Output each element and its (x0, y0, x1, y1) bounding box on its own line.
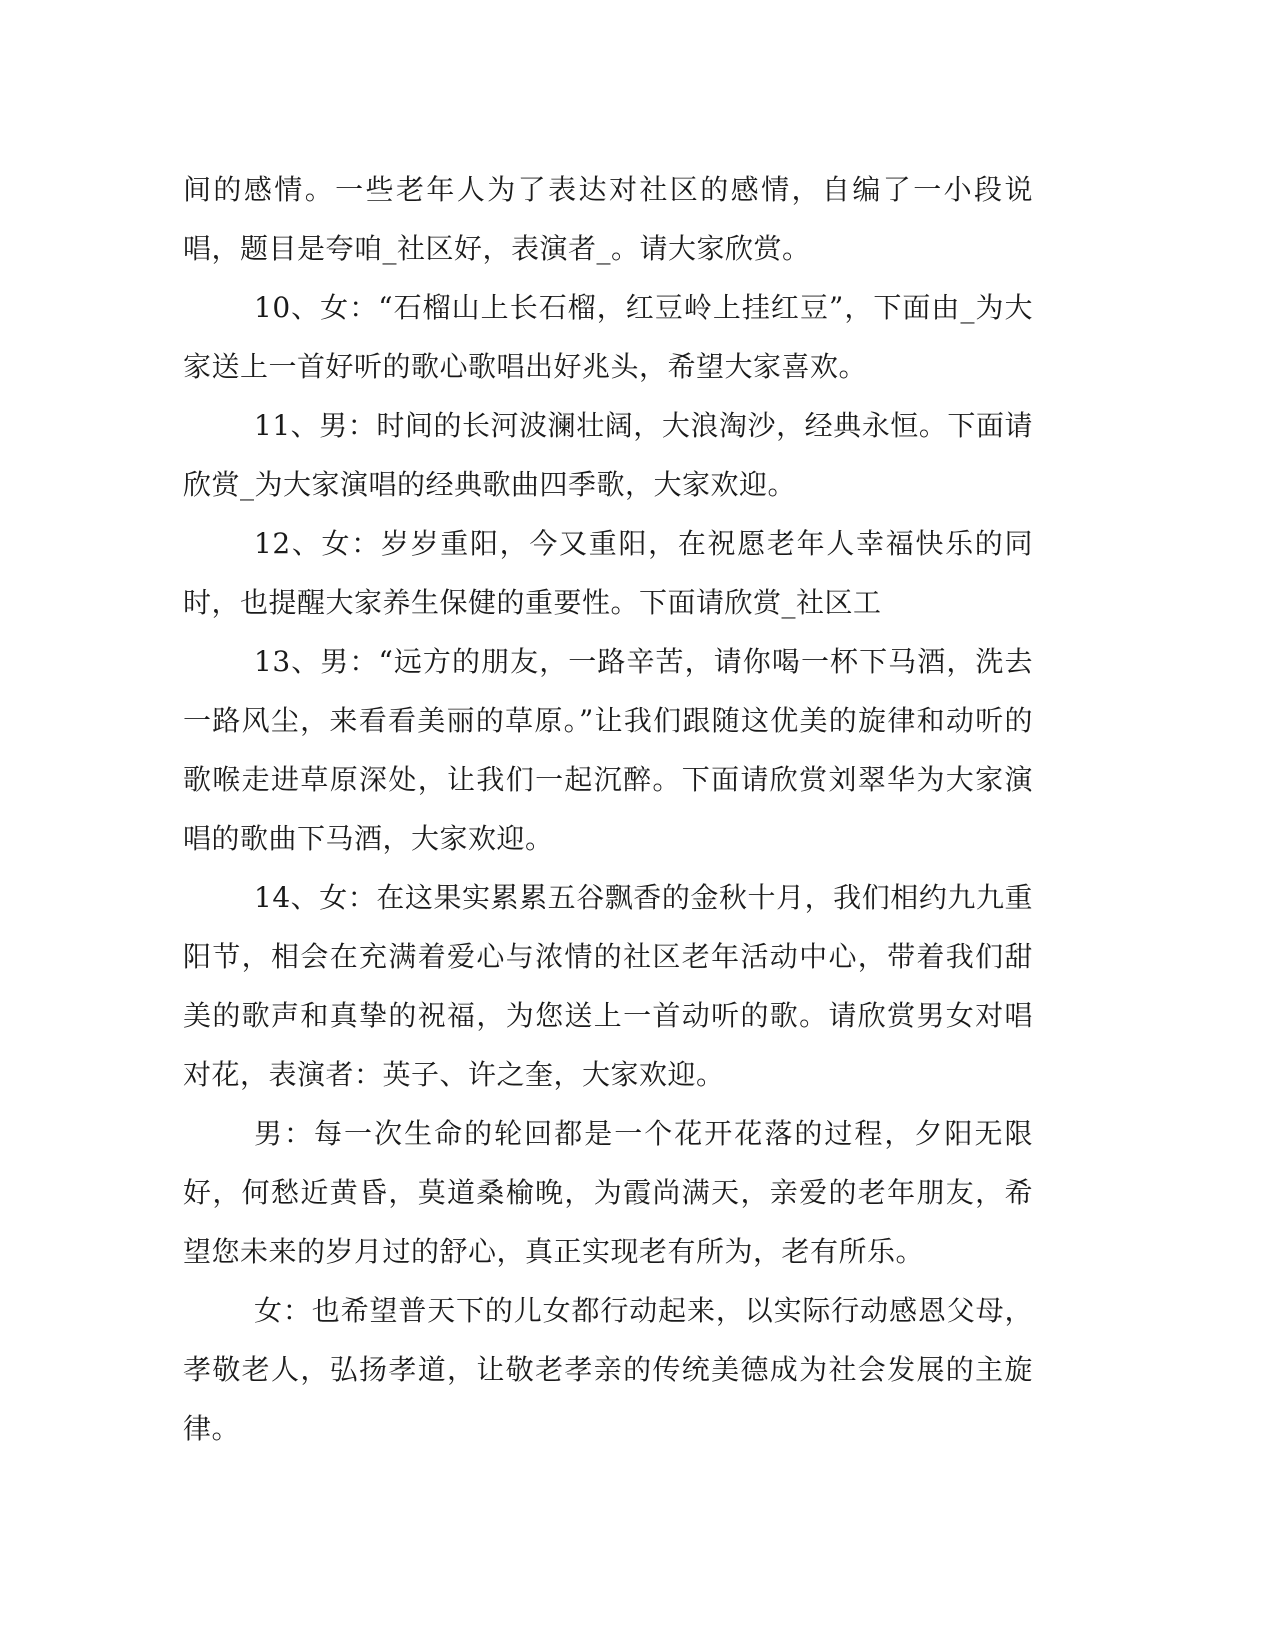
paragraph-item-10: 10、女：“石榴山上长石榴，红豆岭上挂红豆”，下面由_为大家送上一首好听的歌心歌唱出好兆头，希望大家喜欢。 (183, 291, 1033, 383)
paragraph-continuation: 间的感情。一些老年人为了表达对社区的感情，自编了一小段说唱，题目是夸咱_社区好，表演者_。请大家欣赏。 (183, 173, 1033, 265)
paragraph-item-11: 11、男：时间的长河波澜壮阔，大浪淘沙，经典永恒。下面请欣赏_为大家演唱的经典歌曲四季歌，大家欢迎。 (183, 409, 1033, 501)
paragraph-item-12: 12、女：岁岁重阳，今又重阳，在祝愿老年人幸福快乐的同时，也提醒大家养生保健的重要性。下面请欣赏_社区工 (183, 527, 1033, 619)
paragraph-female-closing: 女：也希望普天下的儿女都行动起来，以实际行动感恩父母，孝敬老人，弘扬孝道，让敬老孝亲的传统美德成为社会发展的主旋律。 (183, 1294, 1033, 1445)
paragraph-item-13: 13、男：“远方的朋友，一路辛苦，请你喝一杯下马酒，洗去一路风尘，来看看美丽的草原。”让我们跟随这优美的旋律和动听的歌喉走进草原深处，让我们一起沉醉。下面请欣赏刘翠华为大家演唱的歌曲下马酒，大家欢迎。 (183, 645, 1033, 855)
document-body (183, 160, 1033, 1458)
paragraph-male-closing: 男：每一次生命的轮回都是一个花开花落的过程，夕阳无限好，何愁近黄昏，莫道桑榆晚，为霞尚满天，亲爱的老年朋友，希望您未来的岁月过的舒心，真正实现老有所为，老有所乐。 (183, 1117, 1033, 1268)
paragraph-item-14: 14、女：在这果实累累五谷飘香的金秋十月，我们相约九九重阳节，相会在充满着爱心与浓情的社区老年活动中心，带着我们甜美的歌声和真挚的祝福，为您送上一首动听的歌。请欣赏男女对唱对花，表演者：英子、许之奎，大家欢迎。 (183, 881, 1033, 1091)
